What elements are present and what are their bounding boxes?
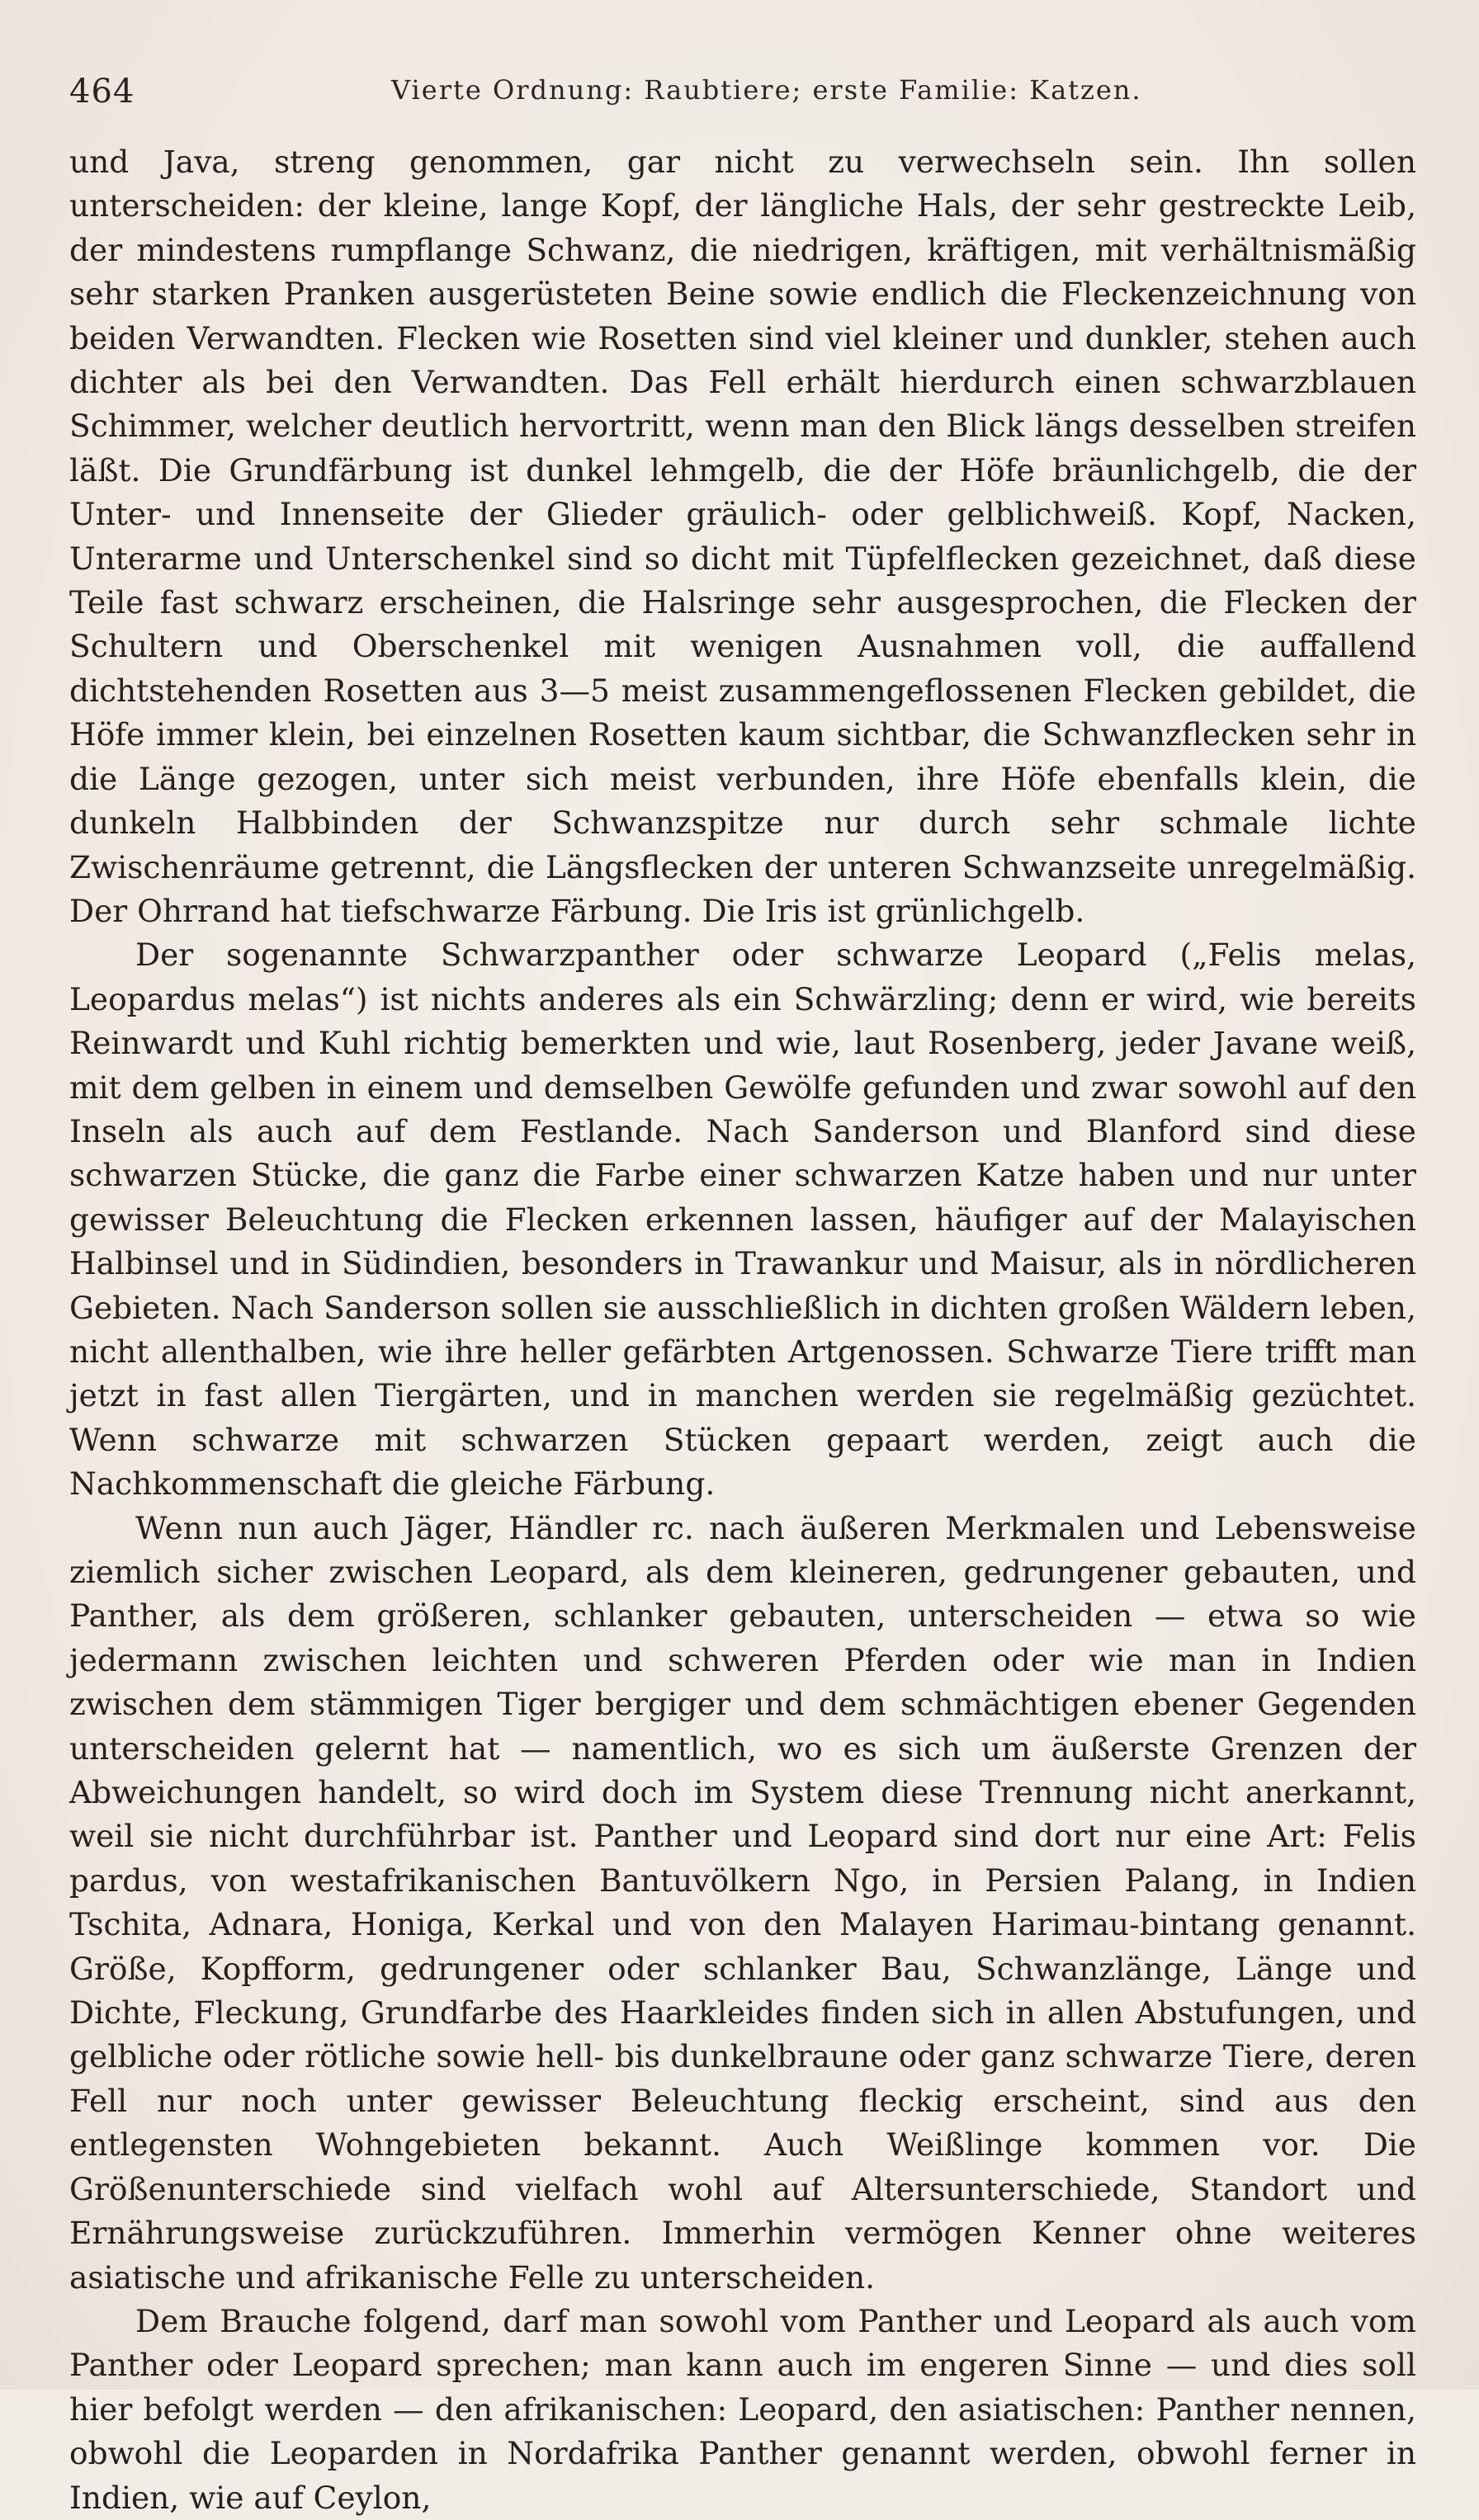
page-number: 464 xyxy=(69,73,135,111)
paragraph-3: Wenn nun auch Jäger, Händler rc. nach äußeren Merkmalen und Lebensweise ziemlich sicher zwischen Leopard, als dem kleineren, gedrungener gebauten, und Panther, als dem größeren, schlanker gebauten, unterscheiden — etwa so wie jedermann zwischen leichten und schweren Pferden oder wie man in Indien zwischen dem stämmigen Tiger bergiger und dem schmächtigen ebener Gegenden unterscheiden gelernt hat — namentlich, wo es sich um äußerste Grenzen der Abweichungen handelt, so wird doch im System diese Trennung nicht anerkannt, weil sie nicht durchführbar ist. Panther und Leopard sind dort nur eine Art: Felis pardus, von westafrikanischen Bantuvölkern Ngo, in Persien Palang, in Indien Tschita, Adnara, Honiga, Kerkal und von den Malayen Harimau-bintang genannt. Größe, Kopfform, gedrungener oder schlanker Bau, Schwanzlänge, Länge und Dichte, Fleckung, Grundfarbe des Haarkleides finden sich in allen Abstufungen, und gelbliche oder rötliche sowie hell- bis dunkelbraune oder ganz schwarze Tiere, deren Fell nur noch unter gewisser Beleuchtung fleckig erscheint, sind aus den entlegensten Wohngebieten bekannt. Auch Weißlinge kommen vor. Die Größenunterschiede sind vielfach wohl auf Altersunterschiede, Standort und Ernährungsweise zurückzuführen. Immerhin vermögen Kenner ohne weiteres asiatische und afrikanische Felle zu unterscheiden. xyxy=(69,1509,1416,2296)
paragraph-2: Der sogenannte Schwarzpanther oder schwarze Leopard („Felis melas, Leopardus melas“) ist nichts anderes als ein Schwärzling; denn er wird, wie bereits Reinwardt und Kuhl richtig bemerkten und wie, laut Rosenberg, jeder Javane weiß, mit dem gelben in einem und demselben Gewölfe gefunden und zwar sowohl auf den Inseln als auch auf dem Festlande. Nach Sanderson und Blanford sind diese schwarzen Stücke, die ganz die Farbe einer schwarzen Katze haben und nur unter gewisser Beleuchtung die Flecken erkennen lassen, häufiger auf der Malayischen Halbinsel und in Südindien, besonders in Trawankur und Maisur, als in nördlicheren Gebieten. Nach Sanderson sollen sie ausschließlich in dichten großen Wäldern leben, nicht allenthalben, wie ihre heller gefärbten Artgenossen. Schwarze Tiere trifft man jetzt in fast allen Tiergärten, und in manchen werden sie regelmäßig gezüchtet. Wenn schwarze mit schwarzen Stücken gepaart werden, zeigt auch die Nachkommenschaft die gleiche Färbung. xyxy=(69,937,1416,1503)
running-head: Vierte Ordnung: Raubtiere; erste Familie: Katzen. xyxy=(391,74,1142,106)
body-text xyxy=(69,140,1416,2520)
page-header xyxy=(69,68,1421,114)
paragraph-1: und Java, streng genommen, gar nicht zu verwechseln sein. Ihn sollen unterscheiden: der kleine, lange Kopf, der längliche Hals, der sehr gestreckte Leib, der mindestens rumpflange Schwanz, die niedrigen, kräftigen, mit verhältnismäßig sehr starken Pranken ausgerüsteten Beine sowie endlich die Fleckenzeichnung von beiden Verwandten. Flecken wie Rosetten sind viel kleiner und dunkler, stehen auch dichter als bei den Verwandten. Das Fell erhält hierdurch einen schwarzblauen Schimmer, welcher deutlich hervortritt, wenn man den Blick längs desselben streifen läßt. Die Grundfärbung ist dunkel lehmgelb, die der Höfe bräunlichgelb, die der Unter- und Innenseite der Glieder gräulich- oder gelblichweiß. Kopf, Nacken, Unterarme und Unterschenkel sind so dicht mit Tüpfelflecken gezeichnet, daß diese Teile fast schwarz erscheinen, die Halsringe sehr ausgesprochen, die Flecken der Schultern und Oberschenkel mit wenigen Ausnahmen voll, die auffallend dichtstehenden Rosetten aus 3—5 meist zusammengeflossenen Flecken gebildet, die Höfe immer klein, bei einzelnen Rosetten kaum sichtbar, die Schwanzflecken sehr in die Länge gezogen, unter sich meist verbunden, ihre Höfe ebenfalls klein, die dunkeln Halbbinden der Schwanzspitze nur durch sehr schmale lichte Zwischenräume getrennt, die Längsflecken der unteren Schwanzseite unregelmäßig. Der Ohrrand hat tiefschwarze Färbung. Die Iris ist grünlichgelb. xyxy=(69,144,1416,929)
paragraph-4: Dem Brauche folgend, darf man sowohl vom Panther und Leopard als auch vom Panther oder Leopard sprechen; man kann auch im engeren Sinne — und dies soll hier befolgt werden — den afrikanischen: Leopard, den asiatischen: Panther nennen, obwohl die Leoparden in Nordafrika Panther genannt werden, obwohl ferner in Indien, wie auf Ceylon, xyxy=(69,2302,1416,2516)
